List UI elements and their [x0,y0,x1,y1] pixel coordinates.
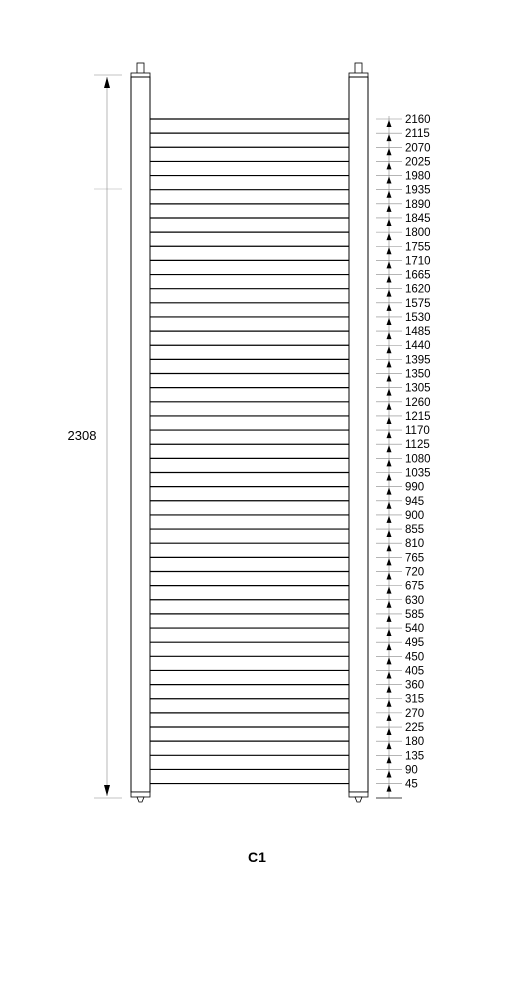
level-arrow [387,403,392,410]
level-label: 2025 [405,156,431,169]
level-mark [376,651,424,664]
level-arrow [387,686,392,693]
level-label: 2160 [405,114,431,126]
level-mark [376,482,424,495]
level-mark [376,397,431,410]
level-mark [376,156,431,169]
level-mark [376,128,430,141]
level-label: 720 [405,566,425,579]
level-mark [376,722,424,735]
level-mark [376,623,424,636]
level-mark [376,595,424,608]
level-mark [376,439,430,452]
level-label: 945 [405,495,425,508]
level-mark [376,581,424,594]
level-arrow [387,756,392,763]
level-label: 585 [405,608,425,621]
level-label: 855 [405,524,425,537]
level-arrow [387,572,392,579]
left-foot [137,797,144,802]
level-label: 180 [405,736,425,749]
level-mark [376,255,431,268]
level-label: 1440 [405,340,431,353]
level-arrow [387,205,392,212]
level-label: 1755 [405,241,431,254]
level-mark [376,665,424,678]
level-label: 990 [405,481,425,494]
level-mark [376,199,431,212]
level-arrow [387,290,392,297]
level-arrow [387,657,392,664]
level-label: 1260 [405,396,431,409]
level-label: 1215 [405,410,431,423]
level-label: 1575 [405,297,431,310]
level-mark [376,637,424,650]
level-label: 900 [405,509,425,522]
level-arrow [387,629,392,636]
level-mark [376,227,431,240]
level-mark [376,609,424,622]
level-arrow [387,233,392,240]
level-arrow [387,346,392,353]
level-label: 675 [405,580,425,593]
dimension-arrow-bottom [104,785,110,796]
level-label: 135 [405,750,425,763]
level-arrow [387,728,392,735]
level-mark [376,510,424,523]
level-arrow [387,417,392,424]
level-mark [376,680,424,693]
right-foot [355,797,362,802]
level-mark [376,496,424,509]
level-label: 225 [405,722,425,735]
level-mark [376,340,431,353]
level-label: 1710 [405,255,431,268]
level-label: 2115 [405,128,430,141]
overall-height-label: 2308 [67,428,97,443]
level-label: 1170 [405,425,430,438]
level-label: 1080 [405,453,431,466]
level-arrow [387,332,392,339]
level-mark [376,453,431,466]
level-mark [376,270,431,283]
level-label: 1350 [405,368,431,381]
level-dimensions [376,114,431,798]
level-mark [376,779,418,792]
level-label: 765 [405,552,425,565]
level-label: 1125 [405,439,430,452]
level-arrow [387,445,392,452]
left-tube [131,77,150,792]
level-arrow [387,643,392,650]
level-label: 45 [405,778,418,791]
level-arrow [387,601,392,608]
level-arrow [387,544,392,551]
level-mark [376,524,424,537]
level-label: 1035 [405,467,431,480]
level-label: 360 [405,679,425,692]
level-arrow [387,261,392,268]
level-arrow [387,742,392,749]
level-label: 1395 [405,354,431,367]
level-arrow [387,219,392,226]
level-mark [376,736,424,749]
level-arrow [387,714,392,721]
left-cap-bottom [131,792,150,797]
level-mark [376,114,431,127]
right-tube [349,77,368,792]
level-mark [376,468,431,481]
level-label: 810 [405,538,425,551]
level-label: 2070 [405,142,431,155]
level-arrow [387,389,392,396]
left-upright [131,63,150,802]
level-label: 630 [405,594,425,607]
level-label: 1530 [405,311,431,324]
level-marks [376,114,431,792]
left-cap-top [131,73,150,77]
level-label: 450 [405,651,425,664]
level-arrow [387,700,392,707]
level-arrow [387,587,392,594]
level-arrow [387,558,392,565]
level-label: 90 [405,764,418,777]
right-cap-bottom [349,792,368,797]
level-arrow [387,459,392,466]
level-label: 270 [405,707,425,720]
level-label: 1800 [405,227,431,240]
level-mark [376,708,424,721]
level-mark [376,425,430,438]
level-mark [376,566,424,579]
level-arrow [387,671,392,678]
level-mark [376,298,431,311]
level-mark [376,241,431,254]
level-arrow [387,474,392,481]
level-arrow [387,360,392,367]
level-arrow [387,276,392,283]
level-label: 1305 [405,382,431,395]
level-arrow [387,120,392,127]
level-arrow [387,431,392,438]
level-label: 540 [405,623,425,636]
level-mark [376,750,424,763]
level-label: 1890 [405,198,431,211]
level-mark [376,354,431,367]
level-arrow [387,530,392,537]
level-arrow [387,318,392,325]
level-mark [376,764,418,777]
level-mark [376,284,431,297]
level-arrow [387,177,392,184]
level-arrow [387,770,392,777]
level-mark [376,213,431,226]
level-label: 1845 [405,212,431,225]
dimension-arrow-top [104,77,110,88]
right-upright [349,63,368,802]
level-arrow [387,148,392,155]
level-arrow [387,162,392,169]
level-mark [376,326,431,339]
level-arrow [387,615,392,622]
level-arrow [387,785,392,792]
level-mark [376,185,431,198]
level-arrow [387,191,392,198]
level-mark [376,552,424,565]
level-arrow [387,488,392,495]
level-label: 315 [405,693,425,706]
level-label: 495 [405,637,425,650]
level-mark [376,694,424,707]
level-label: 1980 [405,170,431,183]
level-arrow [387,516,392,523]
level-mark [376,312,431,325]
level-arrow [387,247,392,254]
level-label: 1620 [405,283,431,296]
level-label: 1935 [405,184,431,197]
level-arrow [387,134,392,141]
level-mark [376,171,431,184]
level-label: 1485 [405,326,431,339]
right-cap-top [349,73,368,77]
horizontal-bars [150,119,349,784]
diagram-title: C1 [248,849,266,865]
level-mark [376,538,424,551]
level-mark [376,383,431,396]
level-mark [376,411,431,424]
overall-height-dimension [62,75,122,798]
level-arrow [387,375,392,382]
level-label: 405 [405,665,425,678]
level-arrow [387,304,392,311]
level-label: 1665 [405,269,431,282]
level-mark [376,369,431,382]
level-mark [376,142,431,155]
level-arrow [387,502,392,509]
